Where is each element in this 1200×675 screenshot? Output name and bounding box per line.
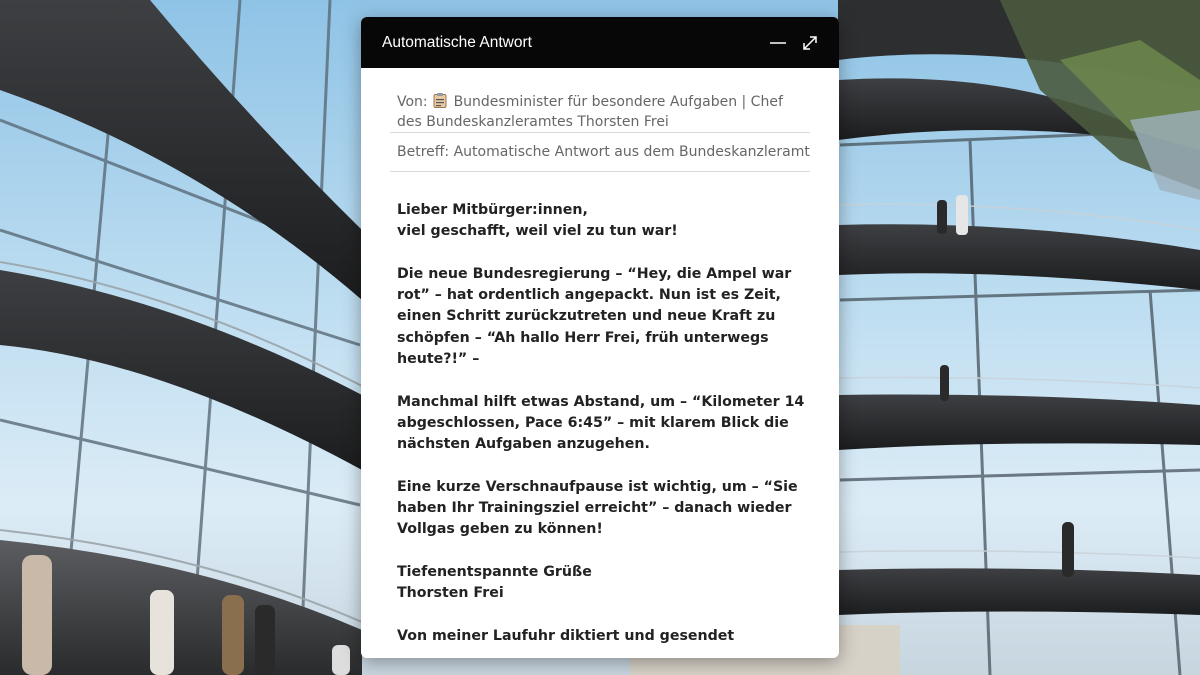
from-label: Von: — [397, 94, 428, 110]
from-value: Bundesminister für besondere Aufgaben | Chef des Bundeskanzleramtes Thorsten Frei — [397, 94, 783, 130]
subject-field — [390, 133, 810, 172]
auto-reply-window — [361, 17, 839, 658]
paragraph-3: Eine kurze Verschnaufpause ist wichtig, um – “Sie haben Ihr Trainingsziel erreicht” – danach wieder Vollgas geben zu können! — [397, 478, 798, 538]
message-body — [397, 200, 810, 647]
paragraph-2: Manchmal hilft etwas Abstand, um – “Kilometer 14 abgeschlossen, Pace 6:45” – mit klarem Blick die nächsten Aufgaben anzugehen. — [397, 393, 805, 453]
subject-value: Automatische Antwort aus dem Bundeskanzleramt — [453, 144, 810, 160]
from-field — [390, 68, 810, 133]
paragraph-1: Die neue Bundesregierung – “Hey, die Ampel war rot” – hat ordentlich angepackt. Nun ist es Zeit, einen Schritt zurückzutreten und neue Kraft zu schöpfen – “Ah hallo Herr Frei, früh unterwegs heute?!” – — [397, 265, 792, 368]
expand-icon — [801, 34, 819, 52]
closing — [397, 562, 810, 605]
signature: Von meiner Laufuhr diktiert und gesendet — [397, 627, 735, 644]
window-title: Automatische Antwort — [382, 33, 532, 51]
minimize-button[interactable] — [767, 32, 789, 54]
subject-label: Betreff: — [397, 144, 450, 160]
window-titlebar[interactable] — [361, 17, 839, 68]
greeting-line-2: viel geschafft, weil viel zu tun war! — [397, 223, 678, 240]
greeting-line-1: Lieber Mitbürger:innen, — [397, 202, 588, 218]
closing-line-1: Tiefenentspannte Grüße — [397, 564, 592, 581]
greeting — [397, 200, 810, 243]
minimize-icon — [769, 34, 787, 52]
expand-button[interactable] — [799, 32, 821, 54]
clipboard-icon — [433, 92, 447, 113]
sender-name: Thorsten Frei — [397, 585, 504, 602]
